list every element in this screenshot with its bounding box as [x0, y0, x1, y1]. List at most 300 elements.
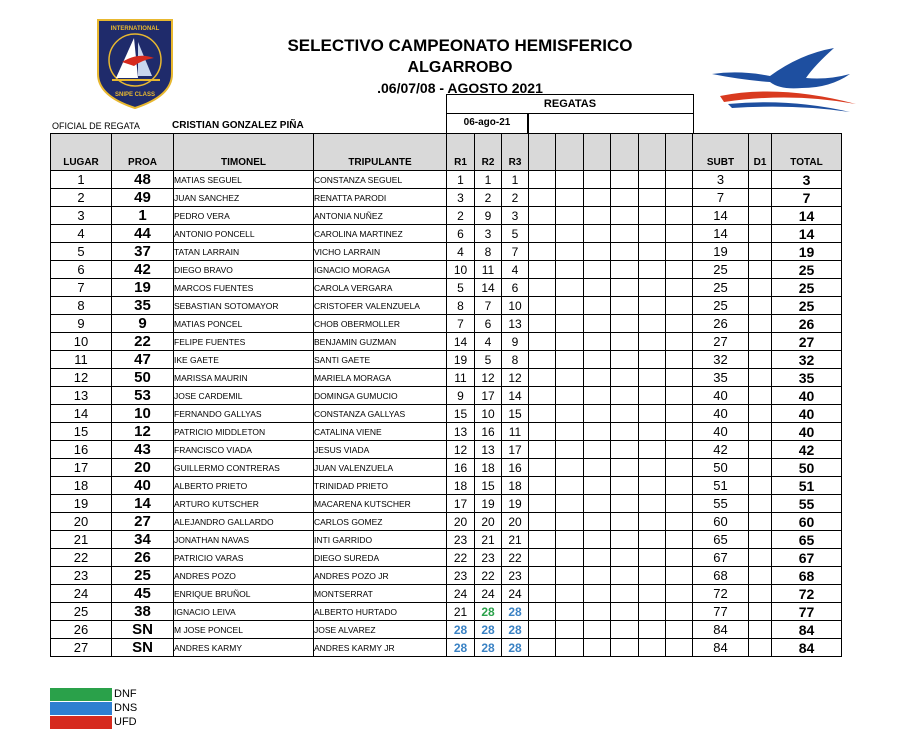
empty-race-cell — [611, 297, 639, 315]
bow-number-cell: 34 — [112, 531, 174, 549]
col-empty — [666, 134, 693, 171]
empty-race-cell — [529, 189, 556, 207]
empty-race-cell — [611, 225, 639, 243]
place-cell: 8 — [51, 297, 112, 315]
place-cell: 16 — [51, 441, 112, 459]
table-row — [51, 531, 842, 549]
empty-race-cell — [639, 225, 666, 243]
total-cell: 65 — [772, 531, 842, 549]
race3-cell: 4 — [502, 261, 529, 279]
race2-cell: 4 — [475, 333, 502, 351]
empty-race-cell — [584, 603, 611, 621]
race1-cell: 7 — [447, 315, 475, 333]
bow-number-cell: 9 — [112, 315, 174, 333]
discard-cell — [749, 171, 772, 189]
empty-race-cell — [639, 405, 666, 423]
empty-race-cell — [666, 315, 693, 333]
dates-subtitle: .06/07/08 - AGOSTO 2021 — [377, 80, 543, 96]
crew-name-cell: CONSTANZA SEGUEL — [314, 171, 447, 189]
bow-number-cell: 27 — [112, 513, 174, 531]
discard-cell — [749, 477, 772, 495]
bow-number-cell: 35 — [112, 297, 174, 315]
crew-name-cell: ANTONIA NUÑEZ — [314, 207, 447, 225]
race1-cell: 8 — [447, 297, 475, 315]
helm-name-cell: JOSE CARDEMIL — [174, 387, 314, 405]
col-empty — [611, 134, 639, 171]
empty-race-cell — [556, 351, 584, 369]
empty-race-cell — [556, 531, 584, 549]
place-cell: 26 — [51, 621, 112, 639]
page-title: SELECTIVO CAMPEONATO HEMISFERICO — [287, 36, 633, 55]
race3-cell: 6 — [502, 279, 529, 297]
empty-race-cell — [639, 351, 666, 369]
subtotal-cell: 32 — [693, 351, 749, 369]
subtotal-cell: 77 — [693, 603, 749, 621]
empty-race-cell — [584, 243, 611, 261]
empty-race-cell — [611, 351, 639, 369]
empty-race-cell — [639, 603, 666, 621]
empty-race-cell — [639, 207, 666, 225]
race2-cell: 10 — [475, 405, 502, 423]
col-total: TOTAL — [772, 134, 842, 171]
empty-race-cell — [529, 459, 556, 477]
empty-race-cell — [666, 639, 693, 657]
race3-cell: 5 — [502, 225, 529, 243]
place-cell: 4 — [51, 225, 112, 243]
empty-race-cell — [666, 585, 693, 603]
empty-race-cell — [666, 207, 693, 225]
race3-cell: 15 — [502, 405, 529, 423]
race3-cell: 23 — [502, 567, 529, 585]
empty-race-cell — [556, 423, 584, 441]
race2-cell: 6 — [475, 315, 502, 333]
empty-race-cell — [611, 423, 639, 441]
subtotal-cell: 14 — [693, 225, 749, 243]
race-date: 06-ago-21 — [446, 114, 528, 134]
place-cell: 20 — [51, 513, 112, 531]
table-row — [51, 171, 842, 189]
subtotal-cell: 51 — [693, 477, 749, 495]
total-cell: 14 — [772, 225, 842, 243]
empty-race-cell — [584, 207, 611, 225]
empty-race-cell — [584, 513, 611, 531]
discard-cell — [749, 207, 772, 225]
subtotal-cell: 25 — [693, 297, 749, 315]
table-row — [51, 603, 842, 621]
place-cell: 27 — [51, 639, 112, 657]
race2-cell: 9 — [475, 207, 502, 225]
subtotal-cell: 60 — [693, 513, 749, 531]
empty-race-cell — [584, 477, 611, 495]
empty-race-cell — [584, 189, 611, 207]
empty-race-cell — [529, 495, 556, 513]
subtotal-cell: 26 — [693, 315, 749, 333]
race1-cell: 4 — [447, 243, 475, 261]
discard-cell — [749, 531, 772, 549]
discard-cell — [749, 369, 772, 387]
race1-cell: 2 — [447, 207, 475, 225]
helm-name-cell: FRANCISCO VIADA — [174, 441, 314, 459]
helm-name-cell: PATRICIO MIDDLETON — [174, 423, 314, 441]
race2-cell: 7 — [475, 297, 502, 315]
empty-race-cell — [611, 243, 639, 261]
total-cell: 26 — [772, 315, 842, 333]
race1-cell: 28 — [447, 639, 475, 657]
table-row — [51, 207, 842, 225]
subtotal-cell: 55 — [693, 495, 749, 513]
empty-race-cell — [639, 261, 666, 279]
race1-cell: 10 — [447, 261, 475, 279]
race2-cell: 16 — [475, 423, 502, 441]
helm-name-cell: JONATHAN NAVAS — [174, 531, 314, 549]
total-cell: 51 — [772, 477, 842, 495]
empty-race-cell — [556, 621, 584, 639]
race2-cell: 18 — [475, 459, 502, 477]
empty-race-cell — [556, 477, 584, 495]
crew-name-cell: MARIELA MORAGA — [314, 369, 447, 387]
crew-name-cell: SANTI GAETE — [314, 351, 447, 369]
helm-name-cell: SEBASTIAN SOTOMAYOR — [174, 297, 314, 315]
empty-race-cell — [556, 243, 584, 261]
col-r3: R3 — [502, 134, 529, 171]
empty-race-cell — [611, 171, 639, 189]
empty-race-cell — [529, 639, 556, 657]
empty-race-cell — [529, 603, 556, 621]
empty-race-cell — [611, 567, 639, 585]
place-cell: 18 — [51, 477, 112, 495]
total-cell: 19 — [772, 243, 842, 261]
discard-cell — [749, 315, 772, 333]
col-tripulante: TRIPULANTE — [314, 134, 447, 171]
empty-race-cell — [666, 405, 693, 423]
subtotal-cell: 35 — [693, 369, 749, 387]
empty-race-cell — [529, 261, 556, 279]
race3-cell: 9 — [502, 333, 529, 351]
discard-cell — [749, 261, 772, 279]
total-cell: 77 — [772, 603, 842, 621]
race3-cell: 28 — [502, 639, 529, 657]
empty-race-cell — [611, 495, 639, 513]
discard-cell — [749, 279, 772, 297]
col-r1: R1 — [447, 134, 475, 171]
crew-name-cell: ANDRES KARMY JR — [314, 639, 447, 657]
helm-name-cell: ANDRES POZO — [174, 567, 314, 585]
table-row — [51, 639, 842, 657]
helm-name-cell: IGNACIO LEIVA — [174, 603, 314, 621]
empty-race-cell — [611, 405, 639, 423]
discard-cell — [749, 333, 772, 351]
table-row — [51, 513, 842, 531]
empty-race-cell — [556, 585, 584, 603]
race2-cell: 13 — [475, 441, 502, 459]
legend-label-dns: DNS — [114, 702, 138, 714]
bow-number-cell: 19 — [112, 279, 174, 297]
empty-race-cell — [611, 441, 639, 459]
race3-cell: 12 — [502, 369, 529, 387]
crew-name-cell: CAROLA VERGARA — [314, 279, 447, 297]
crew-name-cell: ANDRES POZO JR — [314, 567, 447, 585]
place-cell: 19 — [51, 495, 112, 513]
empty-race-cell — [556, 513, 584, 531]
empty-race-cell — [556, 369, 584, 387]
place-cell: 25 — [51, 603, 112, 621]
helm-name-cell: ANDRES KARMY — [174, 639, 314, 657]
empty-race-cell — [666, 459, 693, 477]
empty-race-cell — [666, 369, 693, 387]
table-row — [51, 477, 842, 495]
discard-cell — [749, 567, 772, 585]
legend-swatch-dnf — [50, 688, 112, 701]
col-d1: D1 — [749, 134, 772, 171]
race1-cell: 1 — [447, 171, 475, 189]
empty-race-cell — [666, 351, 693, 369]
race3-cell: 7 — [502, 243, 529, 261]
place-cell: 1 — [51, 171, 112, 189]
empty-race-cell — [639, 585, 666, 603]
empty-race-cell — [639, 279, 666, 297]
subtotal-cell: 72 — [693, 585, 749, 603]
empty-race-cell — [666, 279, 693, 297]
empty-race-cell — [584, 405, 611, 423]
race1-cell: 18 — [447, 477, 475, 495]
total-cell: 40 — [772, 387, 842, 405]
subtotal-cell: 27 — [693, 333, 749, 351]
empty-race-cell — [556, 207, 584, 225]
place-cell: 24 — [51, 585, 112, 603]
table-row — [51, 441, 842, 459]
subtotal-cell: 42 — [693, 441, 749, 459]
race2-cell: 15 — [475, 477, 502, 495]
empty-race-cell — [666, 423, 693, 441]
empty-race-cell — [529, 621, 556, 639]
bird-logo — [710, 44, 860, 116]
total-cell: 40 — [772, 423, 842, 441]
subtotal-cell: 40 — [693, 387, 749, 405]
subtotal-cell: 25 — [693, 279, 749, 297]
col-timonel: TIMONEL — [174, 134, 314, 171]
subtotal-cell: 84 — [693, 639, 749, 657]
total-cell: 42 — [772, 441, 842, 459]
race2-cell: 11 — [475, 261, 502, 279]
crew-name-cell: IGNACIO MORAGA — [314, 261, 447, 279]
crew-name-cell: BENJAMIN GUZMAN — [314, 333, 447, 351]
helm-name-cell: FERNANDO GALLYAS — [174, 405, 314, 423]
col-lugar: LUGAR — [51, 134, 112, 171]
empty-race-cell — [584, 585, 611, 603]
bow-number-cell: 20 — [112, 459, 174, 477]
discard-cell — [749, 459, 772, 477]
helm-name-cell: DIEGO BRAVO — [174, 261, 314, 279]
bow-number-cell: 22 — [112, 333, 174, 351]
place-cell: 11 — [51, 351, 112, 369]
bow-number-cell: 49 — [112, 189, 174, 207]
empty-race-cell — [529, 207, 556, 225]
discard-cell — [749, 225, 772, 243]
empty-race-cell — [584, 297, 611, 315]
table-row — [51, 387, 842, 405]
empty-race-cell — [556, 189, 584, 207]
empty-race-cell — [584, 441, 611, 459]
helm-name-cell: FELIPE FUENTES — [174, 333, 314, 351]
discard-cell — [749, 189, 772, 207]
empty-race-cell — [584, 171, 611, 189]
bow-number-cell: SN — [112, 639, 174, 657]
official-label: OFICIAL DE REGATA — [52, 121, 140, 131]
race1-cell: 20 — [447, 513, 475, 531]
race2-cell: 1 — [475, 171, 502, 189]
crew-name-cell: JESUS VIADA — [314, 441, 447, 459]
crew-name-cell: CHOB OBERMOLLER — [314, 315, 447, 333]
race2-cell: 28 — [475, 621, 502, 639]
bow-number-cell: 45 — [112, 585, 174, 603]
bow-number-cell: 1 — [112, 207, 174, 225]
empty-race-cell — [584, 621, 611, 639]
col-empty — [584, 134, 611, 171]
race1-cell: 11 — [447, 369, 475, 387]
empty-race-cell — [611, 531, 639, 549]
subtotal-cell: 14 — [693, 207, 749, 225]
total-cell: 35 — [772, 369, 842, 387]
header-row — [51, 134, 842, 171]
empty-race-cell — [611, 333, 639, 351]
empty-race-cell — [584, 279, 611, 297]
bow-number-cell: 38 — [112, 603, 174, 621]
empty-race-cell — [611, 189, 639, 207]
total-cell: 25 — [772, 261, 842, 279]
race3-cell: 28 — [502, 603, 529, 621]
empty-race-cell — [666, 261, 693, 279]
race1-cell: 16 — [447, 459, 475, 477]
empty-race-cell — [611, 513, 639, 531]
empty-race-cell — [529, 279, 556, 297]
empty-race-cell — [666, 549, 693, 567]
bow-number-cell: 53 — [112, 387, 174, 405]
subtotal-cell: 25 — [693, 261, 749, 279]
location-subtitle: ALGARROBO — [407, 59, 513, 76]
race3-cell: 13 — [502, 315, 529, 333]
race3-cell: 18 — [502, 477, 529, 495]
empty-race-cell — [584, 423, 611, 441]
place-cell: 3 — [51, 207, 112, 225]
place-cell: 2 — [51, 189, 112, 207]
helm-name-cell: GUILLERMO CONTRERAS — [174, 459, 314, 477]
crew-name-cell: MONTSERRAT — [314, 585, 447, 603]
empty-race-cell — [529, 315, 556, 333]
subtotal-cell: 68 — [693, 567, 749, 585]
empty-race-cell — [556, 405, 584, 423]
race3-cell: 8 — [502, 351, 529, 369]
empty-race-cell — [584, 495, 611, 513]
discard-cell — [749, 387, 772, 405]
empty-race-cell — [666, 477, 693, 495]
table-row — [51, 459, 842, 477]
empty-race-cell — [639, 549, 666, 567]
empty-race-cell — [666, 441, 693, 459]
crew-name-cell: CONSTANZA GALLYAS — [314, 405, 447, 423]
discard-cell — [749, 405, 772, 423]
race3-cell: 22 — [502, 549, 529, 567]
subtotal-cell: 7 — [693, 189, 749, 207]
crew-name-cell: JOSE ALVAREZ — [314, 621, 447, 639]
empty-race-cell — [639, 243, 666, 261]
empty-race-cell — [584, 387, 611, 405]
race3-cell: 2 — [502, 189, 529, 207]
helm-name-cell: PATRICIO VARAS — [174, 549, 314, 567]
bow-number-cell: 47 — [112, 351, 174, 369]
race2-cell: 2 — [475, 189, 502, 207]
discard-cell — [749, 351, 772, 369]
col-empty — [556, 134, 584, 171]
col-empty — [639, 134, 666, 171]
empty-race-cell — [584, 639, 611, 657]
empty-race-cell — [529, 351, 556, 369]
empty-race-cell — [529, 225, 556, 243]
total-cell: 3 — [772, 171, 842, 189]
race1-cell: 15 — [447, 405, 475, 423]
col-subt: SUBT — [693, 134, 749, 171]
crew-name-cell: CARLOS GOMEZ — [314, 513, 447, 531]
race-date-empty — [528, 114, 694, 134]
bow-number-cell: SN — [112, 621, 174, 639]
place-cell: 15 — [51, 423, 112, 441]
table-row — [51, 189, 842, 207]
empty-race-cell — [639, 189, 666, 207]
place-cell: 21 — [51, 531, 112, 549]
empty-race-cell — [666, 189, 693, 207]
total-cell: 84 — [772, 639, 842, 657]
empty-race-cell — [611, 207, 639, 225]
race2-cell: 17 — [475, 387, 502, 405]
race1-cell: 21 — [447, 603, 475, 621]
bow-number-cell: 50 — [112, 369, 174, 387]
race3-cell: 17 — [502, 441, 529, 459]
discard-cell — [749, 513, 772, 531]
empty-race-cell — [529, 369, 556, 387]
helm-name-cell: MATIAS PONCEL — [174, 315, 314, 333]
empty-race-cell — [666, 333, 693, 351]
empty-race-cell — [666, 297, 693, 315]
race3-cell: 21 — [502, 531, 529, 549]
race2-cell: 5 — [475, 351, 502, 369]
empty-race-cell — [639, 639, 666, 657]
empty-race-cell — [529, 549, 556, 567]
empty-race-cell — [611, 315, 639, 333]
crew-name-cell: CATALINA VIENE — [314, 423, 447, 441]
helm-name-cell: M JOSE PONCEL — [174, 621, 314, 639]
empty-race-cell — [639, 315, 666, 333]
empty-race-cell — [639, 567, 666, 585]
empty-race-cell — [529, 297, 556, 315]
empty-race-cell — [666, 531, 693, 549]
empty-race-cell — [639, 297, 666, 315]
race1-cell: 3 — [447, 189, 475, 207]
regatas-header: REGATAS — [446, 94, 694, 114]
empty-race-cell — [556, 333, 584, 351]
empty-race-cell — [611, 387, 639, 405]
total-cell: 25 — [772, 297, 842, 315]
empty-race-cell — [639, 387, 666, 405]
helm-name-cell: IKE GAETE — [174, 351, 314, 369]
crew-name-cell: ALBERTO HURTADO — [314, 603, 447, 621]
bow-number-cell: 10 — [112, 405, 174, 423]
race3-cell: 16 — [502, 459, 529, 477]
empty-race-cell — [556, 225, 584, 243]
empty-race-cell — [529, 423, 556, 441]
empty-race-cell — [556, 387, 584, 405]
empty-race-cell — [639, 531, 666, 549]
official-name: CRISTIAN GONZALEZ PIÑA — [172, 120, 304, 131]
empty-race-cell — [666, 243, 693, 261]
